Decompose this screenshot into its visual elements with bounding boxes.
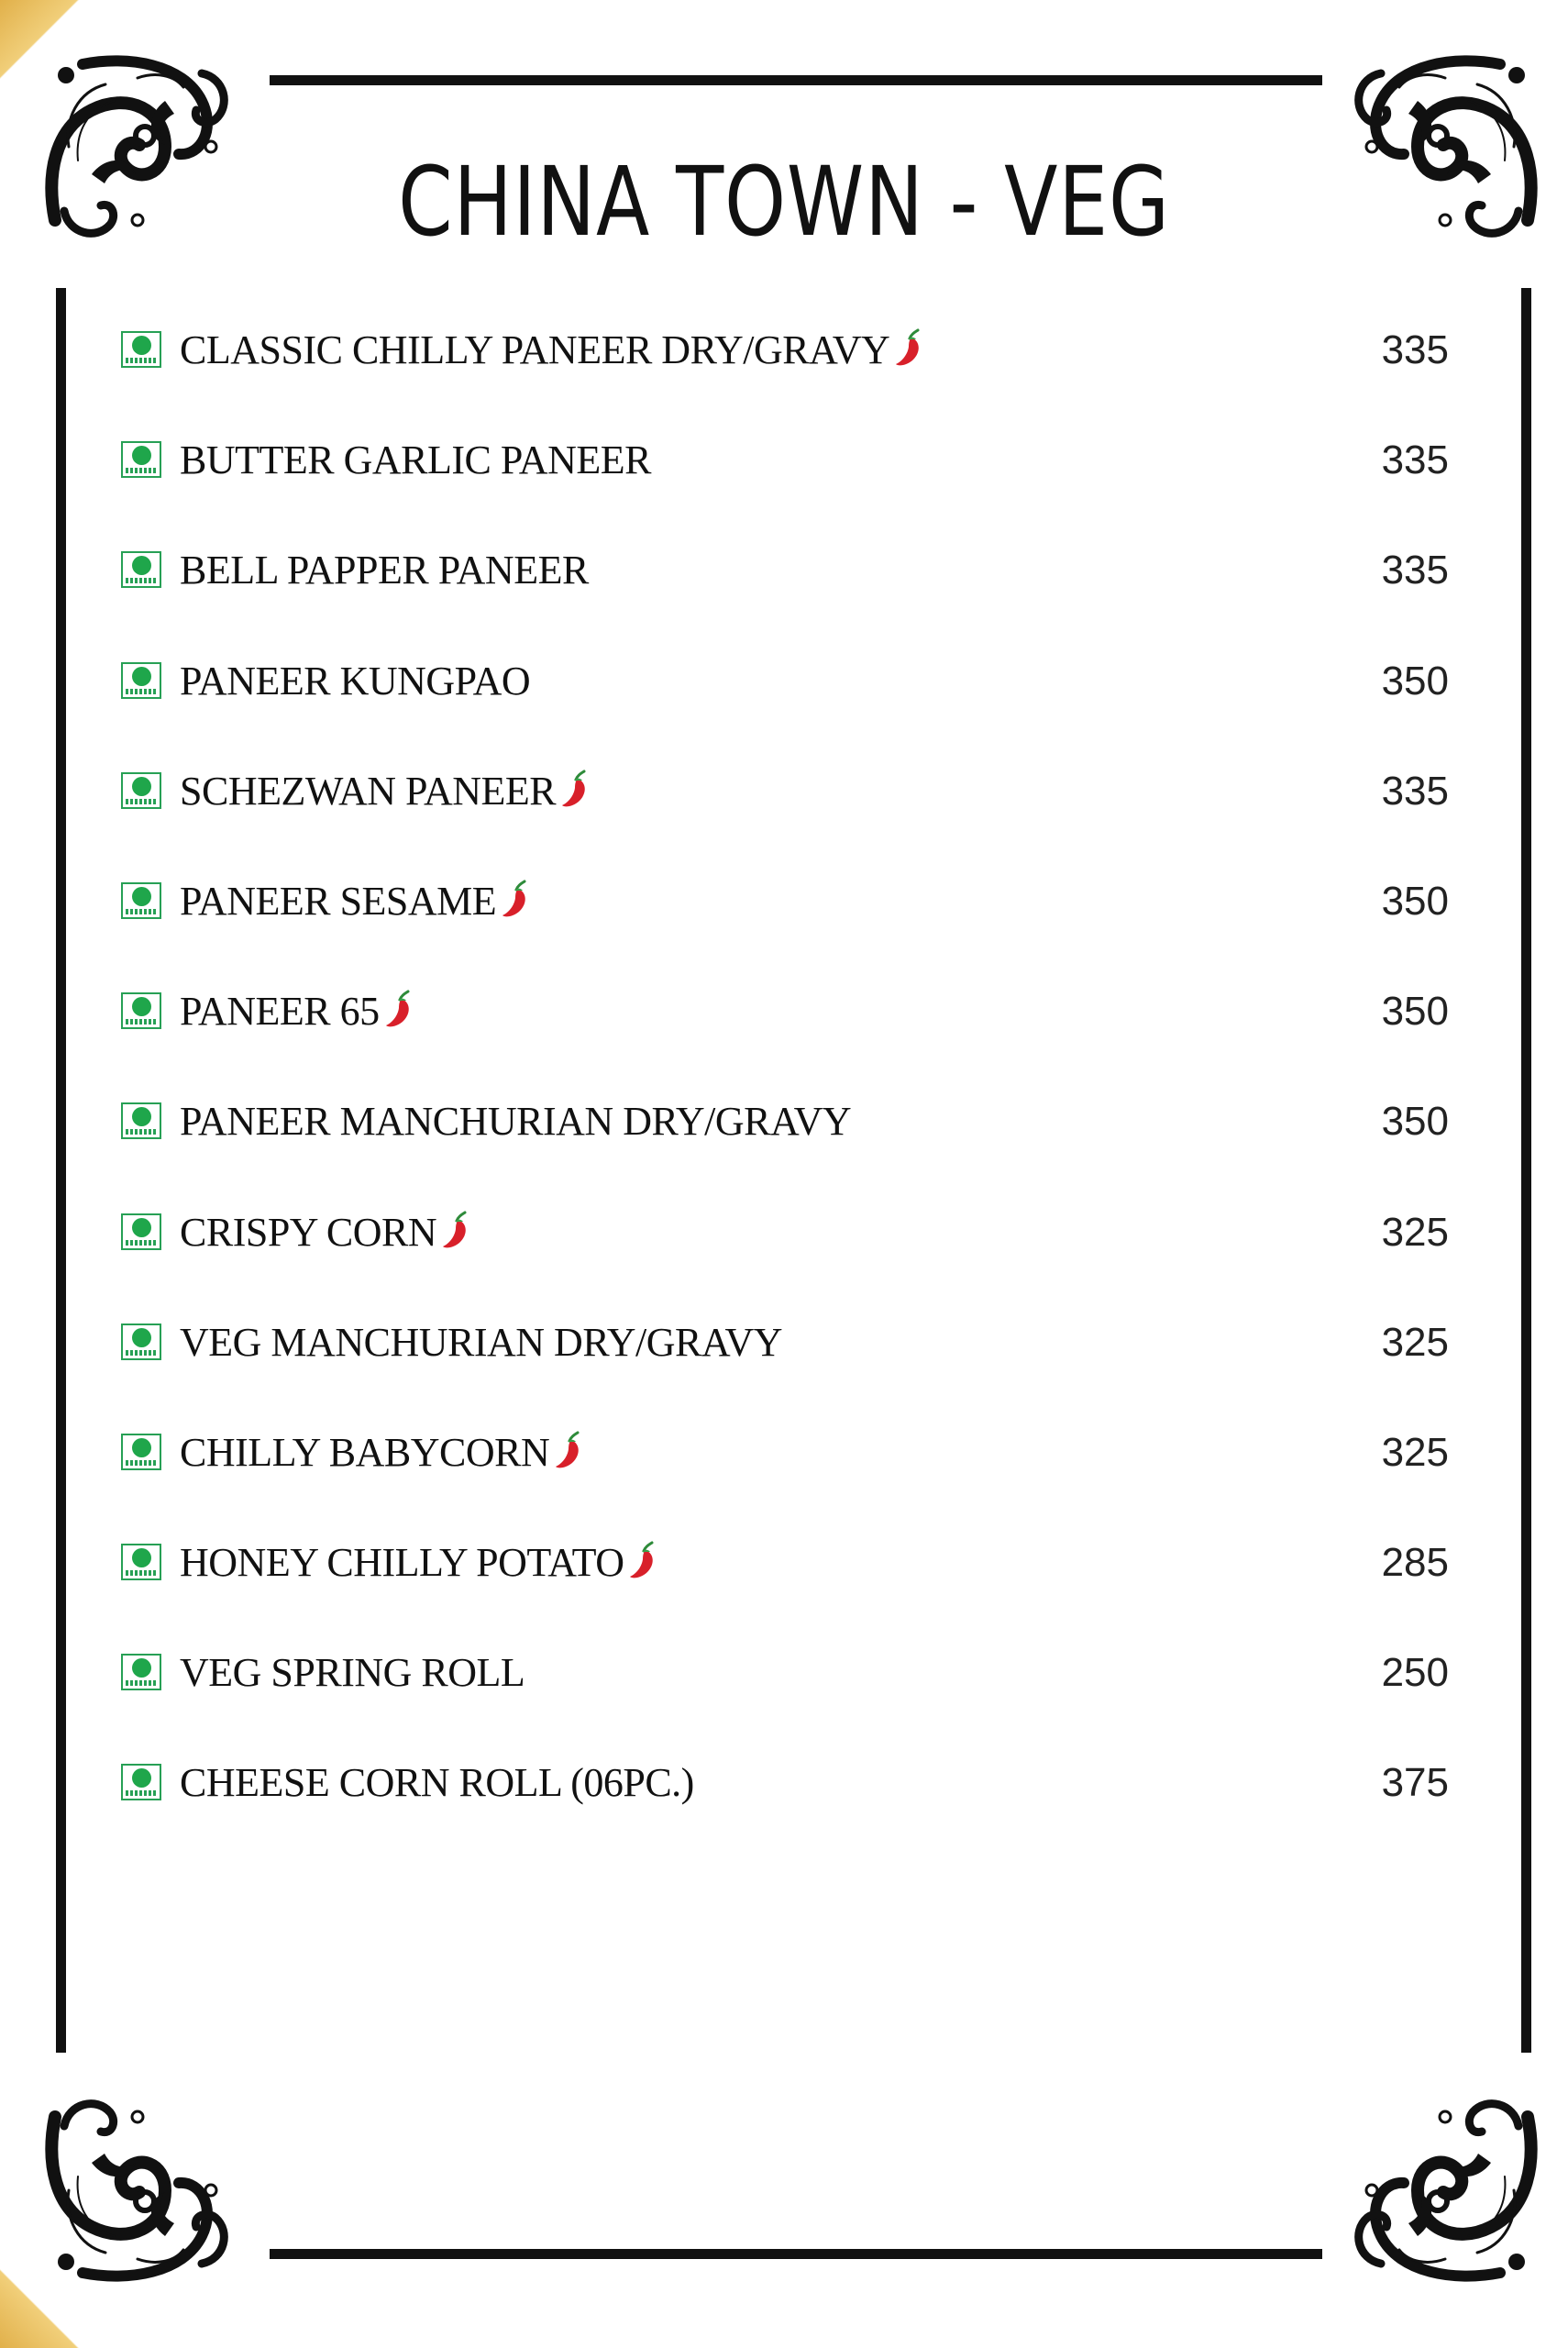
menu-item — [121, 294, 1449, 404]
menu-item-price: 335 — [1381, 548, 1449, 593]
menu-list — [121, 294, 1449, 1837]
menu-item-name — [180, 874, 531, 929]
veg-icon — [121, 772, 161, 809]
veg-icon — [121, 1654, 161, 1690]
menu-item — [121, 1176, 1449, 1286]
veg-icon — [121, 1764, 161, 1800]
menu-item — [121, 1506, 1449, 1616]
corner-ornament-icon — [1344, 2089, 1555, 2300]
chili-icon — [893, 328, 924, 367]
menu-item-price: 325 — [1381, 1429, 1449, 1475]
menu-item — [121, 845, 1449, 955]
menu-item-price: 325 — [1381, 1319, 1449, 1365]
menu-item-price: 335 — [1381, 437, 1449, 483]
veg-icon — [121, 441, 161, 478]
menu-item — [121, 1616, 1449, 1726]
menu-item-label: CRISPY CORN — [180, 1209, 437, 1255]
top-border-rule — [270, 75, 1322, 85]
menu-item-label: PANEER KUNGPAO — [180, 658, 531, 703]
veg-icon — [121, 1434, 161, 1470]
menu-item — [121, 625, 1449, 735]
menu-item-price: 350 — [1381, 1099, 1449, 1145]
menu-item-name — [180, 1755, 694, 1811]
menu-item-label: CLASSIC CHILLY PANEER DRY/GRAVY — [180, 327, 890, 372]
menu-item — [121, 735, 1449, 845]
veg-icon — [121, 1213, 161, 1250]
chili-icon — [500, 880, 531, 918]
menu-item — [121, 1065, 1449, 1175]
menu-item-name — [180, 323, 924, 378]
menu-item — [121, 955, 1449, 1065]
corner-ornament-icon — [28, 2089, 238, 2300]
menu-item-name — [180, 1425, 584, 1480]
veg-icon — [121, 1324, 161, 1360]
menu-item-name — [180, 1315, 782, 1370]
veg-icon — [121, 1102, 161, 1139]
veg-icon — [121, 882, 161, 919]
menu-item-price: 335 — [1381, 327, 1449, 372]
left-border-rule — [56, 288, 66, 2053]
veg-icon — [121, 992, 161, 1029]
menu-item-name — [180, 654, 530, 709]
chili-icon — [553, 1431, 584, 1469]
menu-item-label: VEG MANCHURIAN DRY/GRAVY — [180, 1319, 783, 1365]
chili-icon — [559, 770, 591, 808]
menu-item-price: 285 — [1381, 1540, 1449, 1586]
menu-item-label: CHEESE CORN ROLL (06PC.) — [180, 1760, 694, 1806]
bottom-border-rule — [270, 2249, 1322, 2259]
menu-item-name — [180, 543, 589, 598]
chili-icon — [383, 990, 414, 1028]
menu-item-name — [180, 984, 414, 1039]
menu-item-name — [180, 764, 591, 819]
menu-item-label: SCHEZWAN PANEER — [180, 768, 557, 814]
menu-item-label: PANEER SESAME — [180, 878, 497, 924]
menu-item-price: 375 — [1381, 1760, 1449, 1806]
chili-icon — [440, 1211, 471, 1249]
menu-item-price: 250 — [1381, 1650, 1449, 1696]
menu-item-price: 325 — [1381, 1209, 1449, 1255]
veg-icon — [121, 1544, 161, 1580]
chili-icon — [627, 1541, 658, 1579]
menu-item-price: 335 — [1381, 768, 1449, 814]
menu-item — [121, 1726, 1449, 1836]
menu-item-name — [180, 1535, 658, 1590]
menu-item — [121, 404, 1449, 514]
menu-item-price: 350 — [1381, 878, 1449, 924]
menu-item-label: BUTTER GARLIC PANEER — [180, 437, 651, 483]
menu-item-name — [180, 1094, 851, 1149]
menu-item-label: VEG SPRING ROLL — [180, 1650, 525, 1696]
menu-item-label: HONEY CHILLY POTATO — [180, 1540, 624, 1586]
menu-item-label: CHILLY BABYCORN — [180, 1429, 550, 1475]
veg-icon — [121, 551, 161, 588]
veg-icon — [121, 331, 161, 368]
menu-item-label: BELL PAPPER PANEER — [180, 548, 589, 593]
menu-item-label: PANEER MANCHURIAN DRY/GRAVY — [180, 1099, 852, 1145]
menu-item-label: PANEER 65 — [180, 989, 380, 1035]
menu-item — [121, 1286, 1449, 1396]
menu-item — [121, 1396, 1449, 1506]
menu-item-name — [180, 433, 651, 488]
menu-item-name — [180, 1205, 471, 1260]
menu-item — [121, 514, 1449, 624]
veg-icon — [121, 662, 161, 699]
menu-item-price: 350 — [1381, 989, 1449, 1035]
menu-item-price: 350 — [1381, 658, 1449, 703]
menu-item-name — [180, 1645, 525, 1700]
right-border-rule — [1521, 288, 1531, 2053]
page-title: CHINA TOWN - VEG — [398, 146, 1170, 258]
